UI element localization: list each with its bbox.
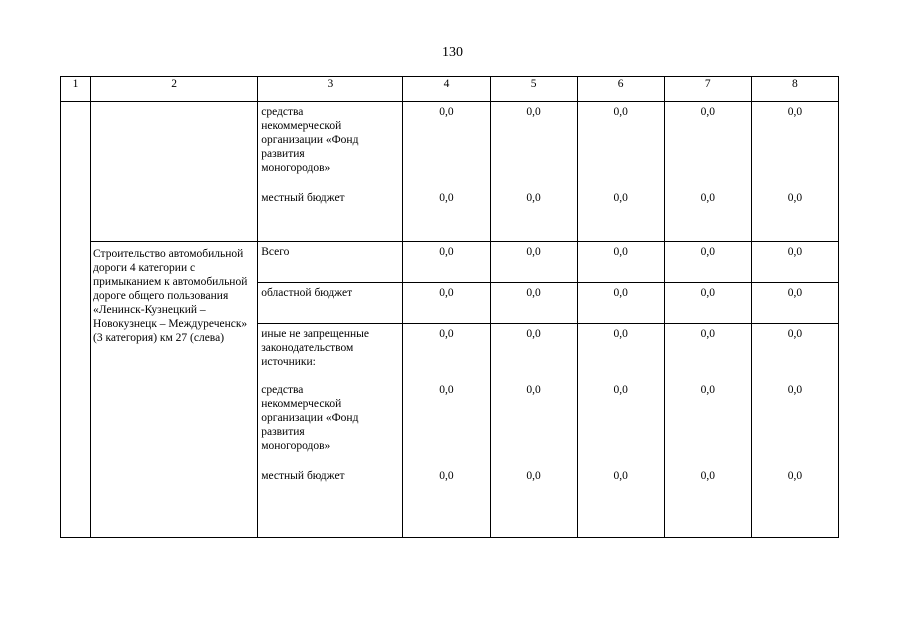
value-cell: 0,0 0,0: [490, 102, 577, 242]
table-row: [61, 102, 839, 242]
column-header: 1: [61, 77, 91, 102]
project-description: Строительство автомобильной дороги 4 категории с примыканием к автомобильной дороге общего пользования «Ленинск-Кузнецкий – Новокузнецк – Междуреченск» (3 категория) км 27 (слева): [93, 248, 248, 344]
column-header: 2: [91, 77, 258, 102]
value-cell: 0,0: [664, 242, 751, 283]
column-header: 5: [490, 77, 577, 102]
value-cell: 0,0 0,0 0,0: [577, 324, 664, 538]
value-cell: 0,0: [577, 283, 664, 324]
description-cell: [91, 242, 258, 538]
source-local-label: местный бюджет: [261, 192, 345, 204]
table-row: [61, 242, 839, 283]
source-cell: [258, 324, 403, 538]
column-header: 6: [577, 77, 664, 102]
value-cell: 0,0: [490, 242, 577, 283]
value-cell: 0,0 0,0: [664, 102, 751, 242]
source-cell: Всего: [258, 242, 403, 283]
value-cell: 0,0 0,0: [577, 102, 664, 242]
value-cell: 0,0 0,0 0,0: [664, 324, 751, 538]
source-fund-label: средства некоммерческой организации «Фонд развития моногородов»: [261, 106, 359, 174]
value-cell: 0,0: [403, 283, 490, 324]
value-cell: 0,0 0,0: [403, 102, 490, 242]
row-number-cell: [61, 102, 91, 538]
column-header: 7: [664, 77, 751, 102]
description-cell: [91, 102, 258, 242]
source-local-label: местный бюджет: [261, 470, 345, 482]
value-cell: 0,0: [751, 283, 838, 324]
column-header: 4: [403, 77, 490, 102]
value-cell: 0,0 0,0 0,0: [490, 324, 577, 538]
table-header-row: [61, 77, 839, 102]
source-cell: [258, 102, 403, 242]
value-cell: 0,0: [664, 283, 751, 324]
value-cell: 0,0 0,0 0,0: [403, 324, 490, 538]
value-cell: 0,0 0,0: [751, 102, 838, 242]
value-cell: 0,0 0,0 0,0: [751, 324, 838, 538]
source-fund-label: средства некоммерческой организации «Фонд развития моногородов»: [261, 384, 359, 452]
budget-table: [60, 76, 839, 538]
page-number: 130: [442, 45, 463, 60]
value-cell: 0,0: [490, 283, 577, 324]
source-cell: областной бюджет: [258, 283, 403, 324]
value-cell: 0,0: [751, 242, 838, 283]
column-header: 8: [751, 77, 838, 102]
value-cell: 0,0: [577, 242, 664, 283]
value-cell: 0,0: [403, 242, 490, 283]
column-header: 3: [258, 77, 403, 102]
source-other-label: иные не запрещенные законодательством источники:: [261, 328, 369, 368]
